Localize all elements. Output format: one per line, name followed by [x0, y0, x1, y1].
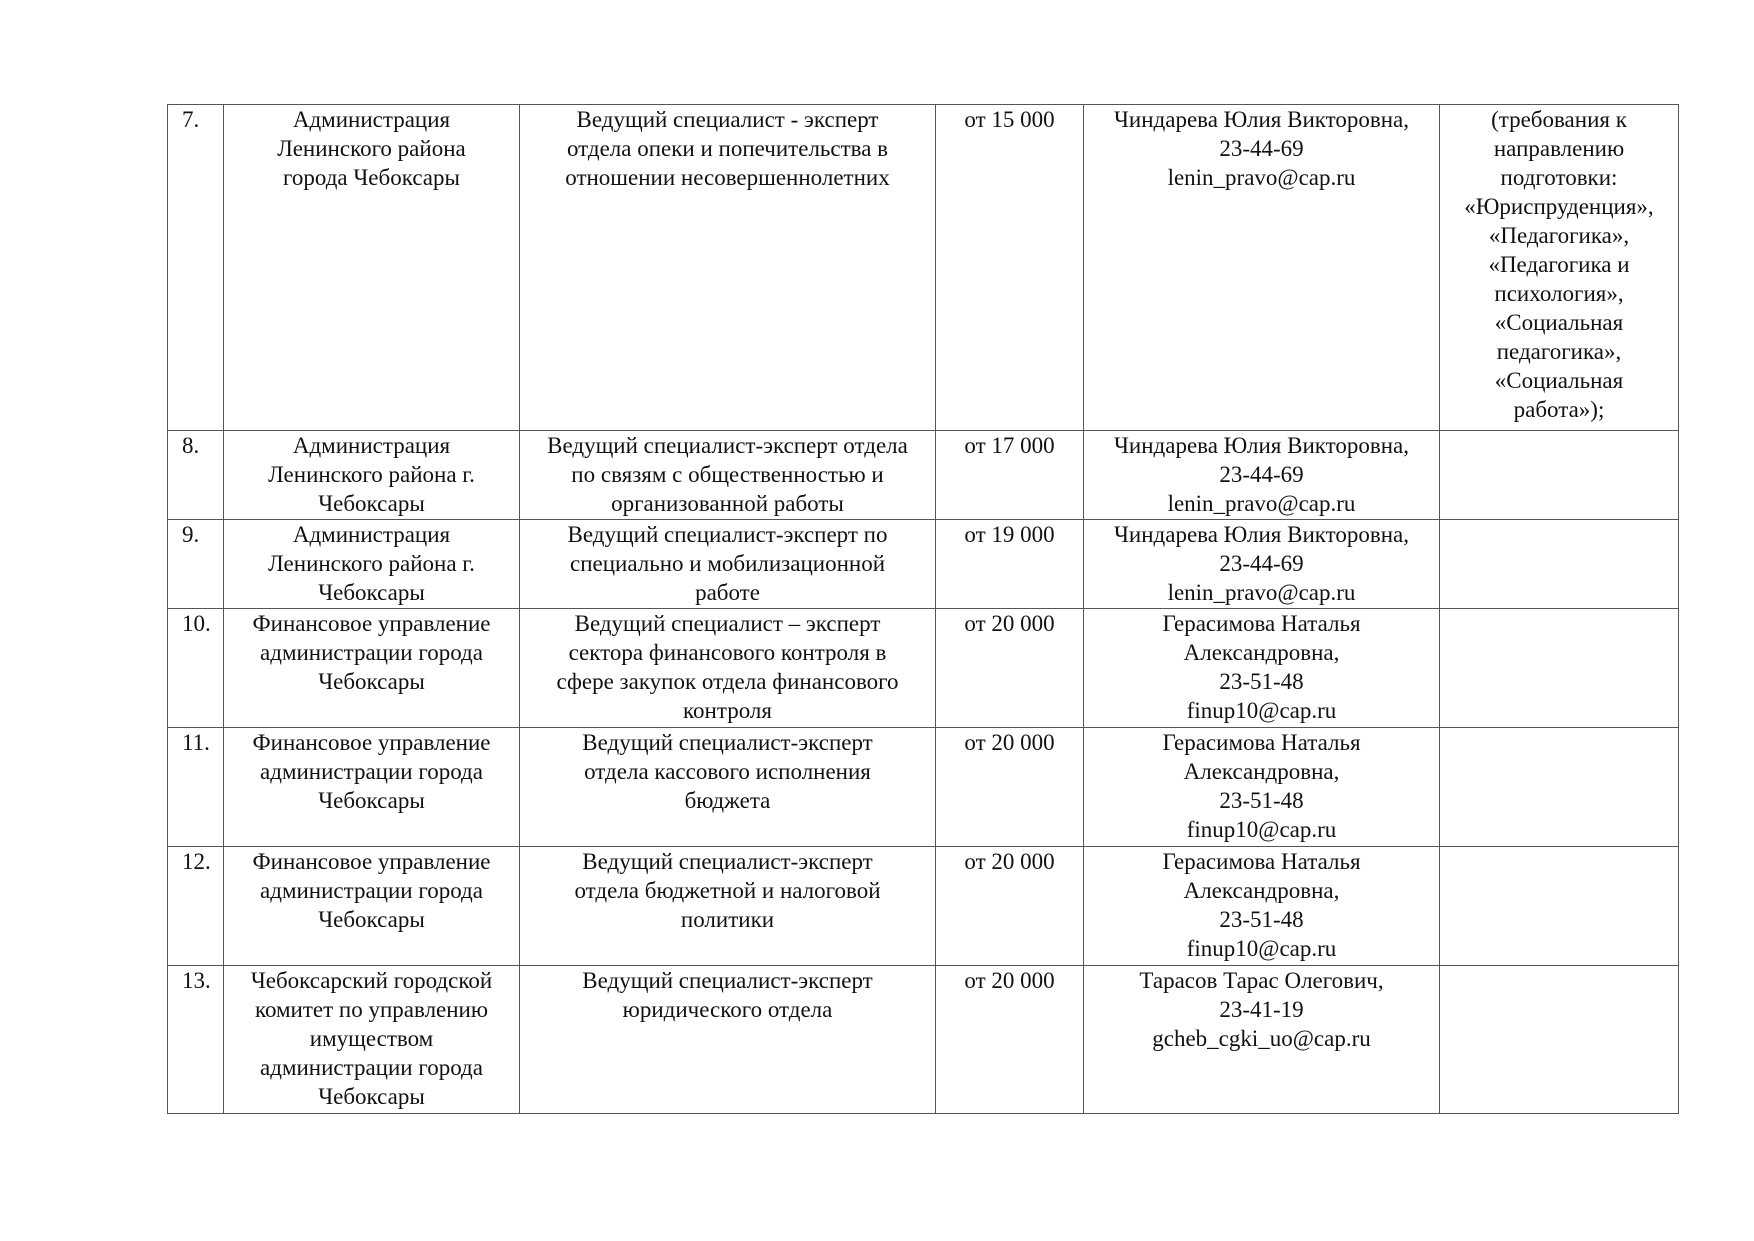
salary-text: от 20 000: [964, 849, 1055, 874]
contact-line: 23-51-48: [1219, 669, 1304, 694]
table-row: [168, 105, 1679, 431]
requirements-cell: [1440, 609, 1679, 728]
row-number-cell: [168, 431, 224, 520]
requirements-cell: [1440, 847, 1679, 966]
contact-line: Чиндарева Юлия Викторовна,: [1113, 107, 1410, 132]
position-cell: [520, 520, 936, 609]
organization-line: Чебоксары: [318, 1084, 425, 1109]
organization-line: Финансовое управление: [252, 730, 491, 755]
position-line: по связям с общественностью и: [571, 462, 884, 487]
row-number-text: 11.: [182, 730, 210, 755]
salary-cell: [936, 966, 1084, 1114]
position-cell: [520, 728, 936, 847]
organization-line: Администрация: [292, 107, 451, 132]
position-line: Ведущий специалист-эксперт: [582, 968, 873, 993]
position-line: специально и мобилизационной: [569, 551, 886, 576]
organization-line: Ленинского района: [277, 136, 466, 161]
contact-line: Чиндарева Юлия Викторовна,: [1113, 433, 1410, 458]
contact-cell: [1084, 847, 1440, 966]
salary-text: от 17 000: [964, 433, 1055, 458]
position-line: отдела бюджетной и налоговой: [574, 878, 881, 903]
row-number-text: 7.: [182, 107, 200, 132]
position-cell: [520, 105, 936, 431]
contact-cell: [1084, 728, 1440, 847]
organization-line: администрации города: [260, 878, 483, 903]
position-cell: [520, 431, 936, 520]
row-number-cell: [168, 847, 224, 966]
row-number-text: 9.: [182, 522, 200, 547]
contact-line: Александровна,: [1183, 759, 1340, 784]
salary-text: от 15 000: [964, 107, 1055, 132]
position-line: работе: [695, 580, 760, 605]
contact-line: Александровна,: [1183, 640, 1340, 665]
requirements-line: направлению: [1493, 136, 1625, 161]
requirements-cell: [1440, 966, 1679, 1114]
row-number-text: 12.: [182, 849, 211, 874]
organization-line: Чебоксары: [318, 669, 425, 694]
position-line: Ведущий специалист-эксперт отдела: [547, 433, 908, 458]
salary-text: от 20 000: [964, 611, 1055, 636]
contact-line: finup10@cap.ru: [1186, 817, 1337, 842]
position-line: сфере закупок отдела финансового: [556, 669, 899, 694]
organization-line: Чебоксарский городской: [250, 968, 493, 993]
requirements-line: (требования к: [1491, 107, 1627, 132]
organization-line: Финансовое управление: [252, 849, 491, 874]
organization-line: Администрация: [292, 522, 451, 547]
row-number-cell: [168, 966, 224, 1114]
organization-line: Ленинского района г.: [268, 551, 475, 576]
table-row: [168, 966, 1679, 1114]
contact-line: 23-44-69: [1219, 136, 1304, 161]
organization-line: Финансовое управление: [252, 611, 491, 636]
contact-cell: [1084, 609, 1440, 728]
salary-cell: [936, 520, 1084, 609]
contact-line: Герасимова Наталья: [1162, 611, 1361, 636]
position-line: Ведущий специалист-эксперт: [582, 730, 873, 755]
organization-line: Чебоксары: [318, 491, 425, 516]
organization-cell: [224, 728, 520, 847]
contact-line: Тарасов Тарас Олегович,: [1139, 968, 1384, 993]
row-number-cell: [168, 728, 224, 847]
row-number-cell: [168, 520, 224, 609]
organization-line: Администрация: [292, 433, 451, 458]
position-line: политики: [680, 907, 775, 932]
contact-line: finup10@cap.ru: [1186, 936, 1337, 961]
contact-line: 23-41-19: [1219, 997, 1304, 1022]
contact-cell: [1084, 520, 1440, 609]
organization-line: администрации города: [260, 1055, 483, 1080]
contact-line: lenin_pravo@cap.ru: [1167, 491, 1356, 516]
position-line: Ведущий специалист-эксперт: [582, 849, 873, 874]
position-cell: [520, 847, 936, 966]
organization-cell: [224, 966, 520, 1114]
contact-line: gcheb_cgki_uo@cap.ru: [1152, 1026, 1371, 1051]
organization-line: Ленинского района г.: [268, 462, 475, 487]
table-row: [168, 728, 1679, 847]
organization-cell: [224, 847, 520, 966]
position-line: контроля: [683, 698, 772, 723]
position-line: Ведущий специалист-эксперт по: [567, 522, 888, 547]
contact-cell: [1084, 966, 1440, 1114]
requirements-line: «Социальная: [1494, 310, 1624, 335]
organization-line: комитет по управлению: [254, 997, 489, 1022]
table-row: [168, 609, 1679, 728]
organization-line: имуществом: [309, 1026, 434, 1051]
contact-line: 23-44-69: [1219, 462, 1304, 487]
position-cell: [520, 609, 936, 728]
salary-cell: [936, 105, 1084, 431]
vacancies-table: [167, 104, 1679, 1114]
salary-cell: [936, 609, 1084, 728]
requirements-line: работа»);: [1513, 397, 1605, 422]
organization-cell: [224, 431, 520, 520]
salary-cell: [936, 847, 1084, 966]
table-row: [168, 520, 1679, 609]
requirements-cell: [1440, 105, 1679, 431]
row-number-text: 8.: [182, 433, 200, 458]
table-body: [168, 105, 1679, 1114]
contact-line: lenin_pravo@cap.ru: [1167, 580, 1356, 605]
contact-line: Александровна,: [1183, 878, 1340, 903]
requirements-line: «Социальная: [1494, 368, 1624, 393]
row-number-text: 10.: [182, 611, 211, 636]
position-cell: [520, 966, 936, 1114]
requirements-line: педагогика»,: [1496, 339, 1622, 364]
requirements-line: «Педагогика»,: [1488, 223, 1630, 248]
organization-cell: [224, 609, 520, 728]
position-line: Ведущий специалист – эксперт: [574, 611, 881, 636]
contact-line: 23-44-69: [1219, 551, 1304, 576]
contact-line: 23-51-48: [1219, 907, 1304, 932]
salary-cell: [936, 728, 1084, 847]
requirements-line: подготовки:: [1500, 165, 1618, 190]
position-line: Ведущий специалист - эксперт: [576, 107, 879, 132]
organization-cell: [224, 105, 520, 431]
contact-cell: [1084, 105, 1440, 431]
contact-line: finup10@cap.ru: [1186, 698, 1337, 723]
salary-text: от 20 000: [964, 730, 1055, 755]
requirements-line: психология»,: [1494, 281, 1624, 306]
position-line: организованной работы: [611, 491, 844, 516]
position-line: отношении несовершеннолетних: [565, 165, 890, 190]
table-row: [168, 431, 1679, 520]
organization-line: Чебоксары: [318, 907, 425, 932]
requirements-cell: [1440, 728, 1679, 847]
organization-cell: [224, 520, 520, 609]
salary-cell: [936, 431, 1084, 520]
requirements-line: «Юриспруденция»,: [1464, 194, 1654, 219]
requirements-cell: [1440, 520, 1679, 609]
table-row: [168, 847, 1679, 966]
position-line: отдела опеки и попечительства в: [566, 136, 889, 161]
salary-text: от 20 000: [964, 968, 1055, 993]
requirements-line: «Педагогика и: [1488, 252, 1630, 277]
organization-line: города Чебоксары: [283, 165, 460, 190]
contact-line: 23-51-48: [1219, 788, 1304, 813]
contact-line: Герасимова Наталья: [1162, 849, 1361, 874]
position-line: юридического отдела: [622, 997, 833, 1022]
organization-line: Чебоксары: [318, 580, 425, 605]
position-line: отдела кассового исполнения: [584, 759, 871, 784]
organization-line: администрации города: [260, 640, 483, 665]
contact-line: Герасимова Наталья: [1162, 730, 1361, 755]
row-number-cell: [168, 609, 224, 728]
contact-line: Чиндарева Юлия Викторовна,: [1113, 522, 1410, 547]
row-number-text: 13.: [182, 968, 211, 993]
salary-text: от 19 000: [964, 522, 1055, 547]
row-number-cell: [168, 105, 224, 431]
position-line: бюджета: [684, 788, 771, 813]
requirements-cell: [1440, 431, 1679, 520]
contact-cell: [1084, 431, 1440, 520]
organization-line: администрации города: [260, 759, 483, 784]
organization-line: Чебоксары: [318, 788, 425, 813]
position-line: сектора финансового контроля в: [568, 640, 887, 665]
contact-line: lenin_pravo@cap.ru: [1167, 165, 1356, 190]
